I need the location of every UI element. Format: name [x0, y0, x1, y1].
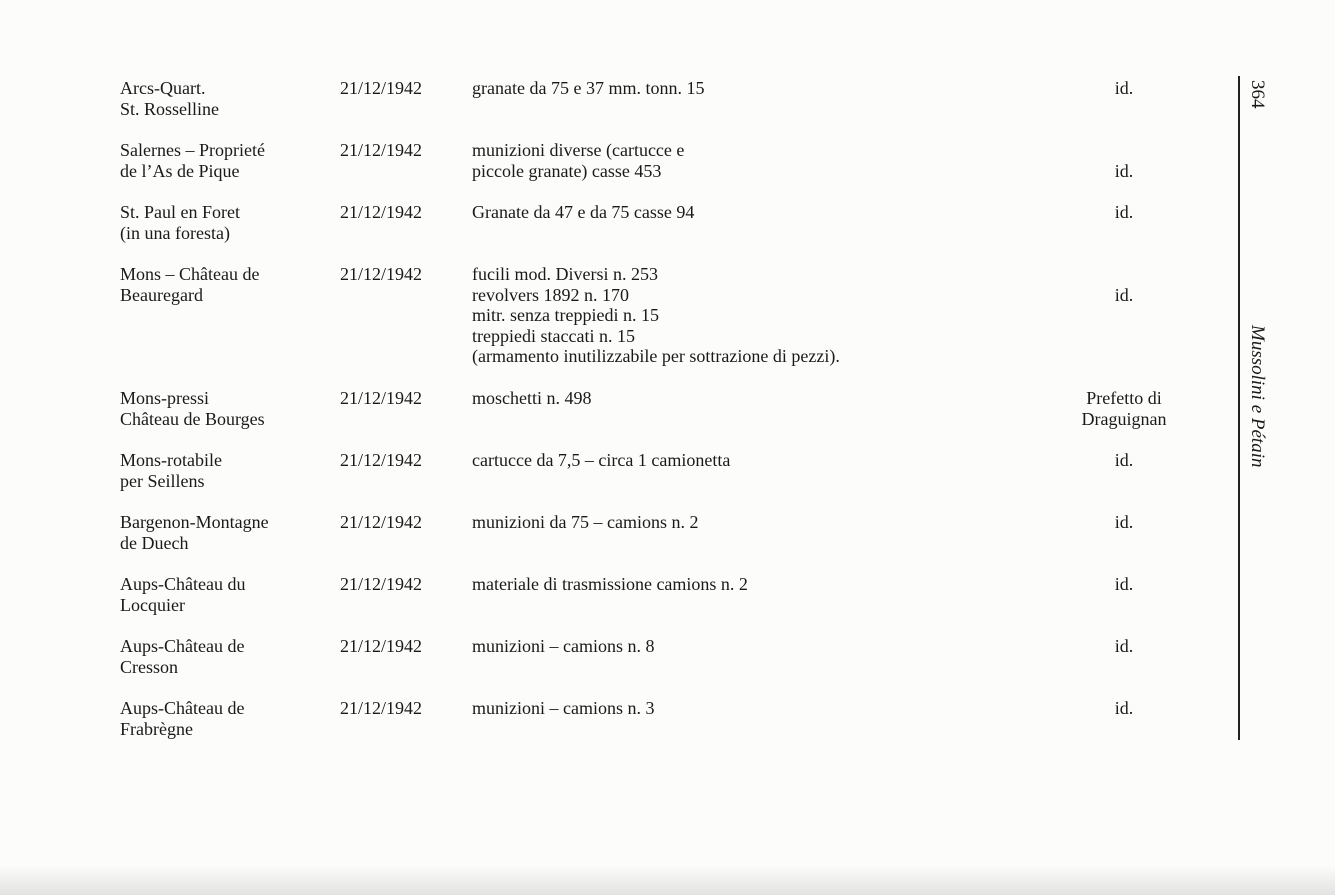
- description-line: munizioni – camions n. 3: [472, 698, 655, 718]
- description-cell: [472, 140, 1032, 181]
- place-cell: [120, 264, 330, 305]
- authority-cell: [1064, 512, 1184, 533]
- date-cell: [340, 388, 460, 409]
- date-cell: [340, 574, 460, 595]
- date-value: 21/12/1942: [340, 450, 423, 470]
- place-line: Locquier: [120, 594, 185, 615]
- authority-line: Draguignan: [1081, 408, 1167, 429]
- margin-rule: [1238, 76, 1240, 740]
- description-line: treppiedi staccati n. 15: [472, 325, 635, 346]
- date-cell: [340, 140, 460, 161]
- authority-line: [1064, 140, 1184, 161]
- place-line: St. Rosselline: [120, 98, 220, 119]
- place-line: Château de Bourges: [120, 408, 265, 429]
- place-line: per Seillens: [120, 470, 205, 491]
- authority-cell: [1064, 636, 1184, 657]
- place-line: de Duech: [120, 532, 189, 553]
- description-cell: [472, 388, 1032, 409]
- description-line: granate da 75 e 37 mm. tonn. 15: [472, 78, 705, 98]
- description-cell: [472, 202, 1032, 223]
- place-line: Mons – Château de: [120, 264, 260, 284]
- description-cell: [472, 450, 1032, 471]
- place-cell: [120, 636, 330, 677]
- date-value: 21/12/1942: [340, 78, 423, 98]
- description-line: munizioni da 75 – camions n. 2: [472, 512, 699, 532]
- date-value: 21/12/1942: [340, 636, 423, 656]
- place-line: Beauregard: [120, 284, 203, 305]
- date-cell: [340, 202, 460, 223]
- place-line: (in una foresta): [120, 222, 230, 243]
- authority-cell: [1064, 78, 1184, 99]
- description-line: moschetti n. 498: [472, 388, 592, 408]
- place-line: Aups-Château de: [120, 636, 245, 656]
- place-line: Cresson: [120, 656, 178, 677]
- authority-line: id.: [1114, 512, 1134, 532]
- description-cell: [472, 264, 1032, 367]
- description-line: piccole granate) casse 453: [472, 160, 662, 181]
- date-cell: [340, 450, 460, 471]
- description-cell: [472, 698, 1032, 719]
- date-value: 21/12/1942: [340, 202, 423, 222]
- authority-cell: [1064, 574, 1184, 595]
- description-line: revolvers 1892 n. 170: [472, 284, 629, 305]
- date-value: 21/12/1942: [340, 140, 423, 160]
- date-cell: [340, 78, 460, 99]
- authority-line: id.: [1114, 202, 1134, 222]
- place-line: Aups-Château du: [120, 574, 246, 594]
- authority-cell: [1064, 388, 1184, 429]
- date-cell: [340, 264, 460, 285]
- place-line: de l’As de Pique: [120, 160, 240, 181]
- place-line: Mons-rotabile: [120, 450, 222, 470]
- description-line: mitr. senza treppiedi n. 15: [472, 305, 659, 325]
- date-value: 21/12/1942: [340, 698, 423, 718]
- place-cell: [120, 574, 330, 615]
- date-cell: [340, 636, 460, 657]
- authority-line: id.: [1114, 698, 1134, 718]
- running-title: Mussolini e Pétain: [1247, 325, 1268, 468]
- place-cell: [120, 698, 330, 739]
- description-line: munizioni – camions n. 8: [472, 636, 655, 656]
- page-number: 364: [1247, 80, 1268, 109]
- place-line: Arcs-Quart.: [120, 78, 206, 98]
- description-line: Granate da 47 e da 75 casse 94: [472, 202, 695, 222]
- authority-line: [1064, 264, 1184, 285]
- authority-cell: [1064, 698, 1184, 719]
- description-line: (armamento inutilizzabile per sottrazione di pezzi).: [472, 346, 840, 366]
- place-line: Frabrègne: [120, 718, 193, 739]
- place-line: Salernes – Proprieté: [120, 140, 265, 160]
- description-line: fucili mod. Diversi n. 253: [472, 264, 658, 284]
- place-cell: [120, 512, 330, 553]
- authority-cell: [1064, 202, 1184, 223]
- authority-line: id.: [1114, 636, 1134, 656]
- authority-line: id.: [1114, 160, 1134, 181]
- place-cell: [120, 450, 330, 491]
- description-line: munizioni diverse (cartucce e: [472, 140, 685, 160]
- authority-line: id.: [1114, 450, 1134, 470]
- date-value: 21/12/1942: [340, 512, 423, 532]
- authority-cell: [1064, 264, 1184, 305]
- authority-line: Prefetto di: [1086, 388, 1162, 408]
- date-cell: [340, 698, 460, 719]
- description-cell: [472, 78, 1032, 99]
- description-cell: [472, 574, 1032, 595]
- description-line: cartucce da 7,5 – circa 1 camionetta: [472, 450, 731, 470]
- place-cell: [120, 78, 330, 119]
- authority-cell: [1064, 140, 1184, 181]
- page-edge-shadow: [0, 865, 1335, 895]
- authority-line: id.: [1114, 574, 1134, 594]
- authority-cell: [1064, 450, 1184, 471]
- place-cell: [120, 140, 330, 181]
- date-value: 21/12/1942: [340, 574, 423, 594]
- place-cell: [120, 202, 330, 243]
- place-line: St. Paul en Foret: [120, 202, 240, 222]
- date-cell: [340, 512, 460, 533]
- date-value: 21/12/1942: [340, 264, 423, 284]
- description-cell: [472, 636, 1032, 657]
- place-line: Mons-pressi: [120, 388, 209, 408]
- authority-line: id.: [1114, 78, 1134, 98]
- place-cell: [120, 388, 330, 429]
- description-cell: [472, 512, 1032, 533]
- date-value: 21/12/1942: [340, 388, 423, 408]
- description-line: materiale di trasmissione camions n. 2: [472, 574, 748, 594]
- authority-line: id.: [1114, 284, 1134, 305]
- place-line: Aups-Château de: [120, 698, 245, 718]
- place-line: Bargenon-Montagne: [120, 512, 269, 532]
